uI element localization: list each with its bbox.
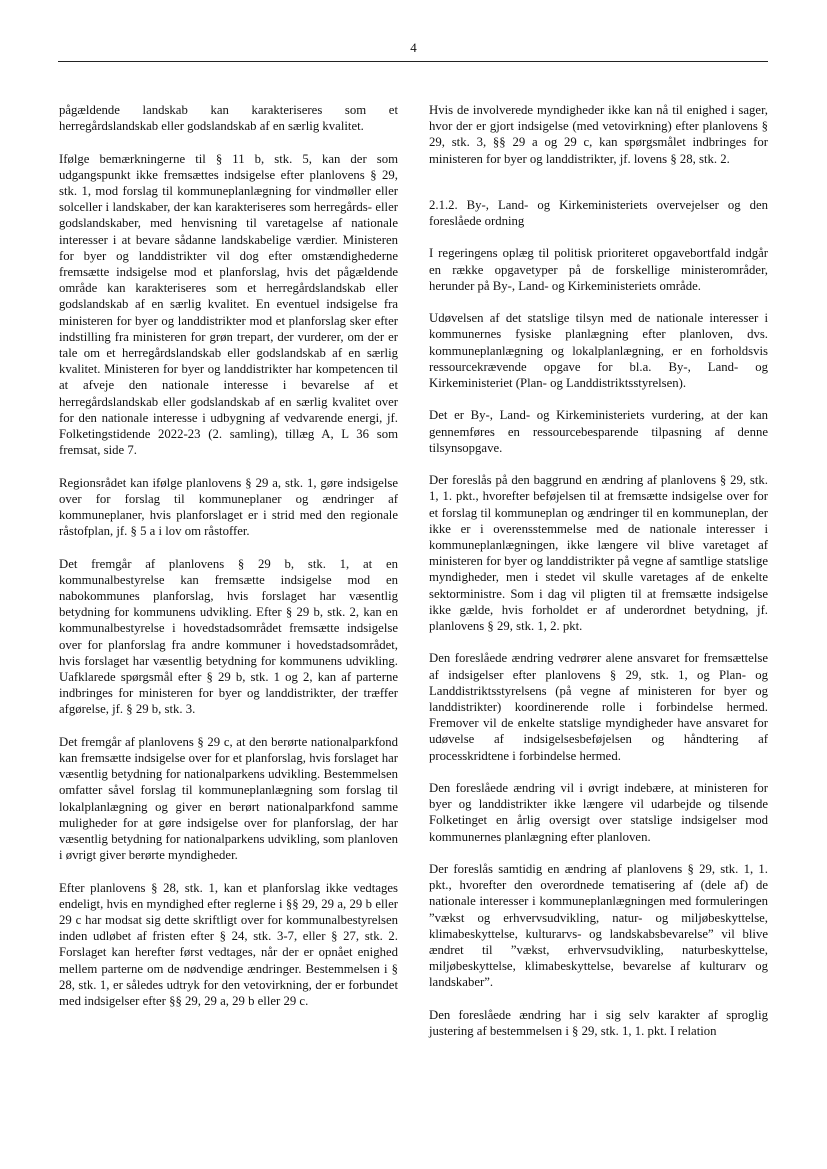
body-paragraph: Den foreslåede ændring har i sig selv karakter af sproglig justering af bestemmelsen i § 29, stk. 1, 1. pkt. I relation	[429, 1007, 768, 1039]
body-paragraph: Ifølge bemærkningerne til § 11 b, stk. 5, kan der som udgangspunkt ikke fremsættes indsigelse efter planlovens § 29, stk. 1, mod forslag til kommuneplanlægning for vindmøller eller solceller i landskaber, der kan karakteriseres som herregårds- eller godslandskaber, med henvisning til varetagelse af nationale interesser i at bevare sådanne landskabelige værdier. Ministeren for byer og landdistrikter vil dog efter omstændighederne fremsætte indsigelse mod et planforslag, hvis det pågældende område kan karakteriseres som et herregårdslandskab eller godslandskab af en særlig kvalitet. En eventuel indsigelse fra ministeren for byer og landdistrikter mod et planforslag sker efter indstilling fra ministeren for grøn trepart, der vurderer, om der er tale om et herregårdslandskab eller godslandskab af en særlig kvalitet. Ministeren for byer og landdistrikter har kompetencen til at afveje den nationale interesse i bevarelse af et herregårdslandskab eller godslandskab af en særlig kvalitet over for den nationale interesse i udbygning af vedvarende energi, jf. Folketingstidende 2022-23 (2. samling), tillæg A, L 36 som fremsat, side 7.	[59, 151, 398, 458]
body-paragraph: I regeringens oplæg til politisk prioriteret opgavebortfald indgår en række opgavetyper på de forskellige ministerområder, herunder på By-, Land- og Kirkeministeriets område.	[429, 246, 768, 293]
body-paragraph: pågældende landskab kan karakteriseres som et herregårdslandskab eller godslandskab af en særlig kvalitet.	[59, 103, 398, 134]
right-column	[429, 102, 768, 1055]
body-paragraph: Det fremgår af planlovens § 29 b, stk. 1, at en kommunalbestyrelse kan fremsætte indsigelse mod en nabokommunes planforslag, hvis forslaget har væsentlig betydning for kommunens udvikling. Efter § 29 b, stk. 2, kan en kommunalbestyrelse i hovedstadsområdet fremsætte indsigelse over for planforslag fra andre kommuner i hovedstadsområdet, hvis forslaget har væsentlig betydning for kommunens udvikling. Uafklarede spørgsmål efter § 29 b, stk. 1 og 2, kan af parterne indbringes for ministeren for byer og landdistrikter, der træffer afgørelse, jf. § 29 b, stk. 3.	[59, 556, 398, 717]
body-paragraph: Udøvelsen af det statslige tilsyn med de nationale interesser i kommunernes fysiske planlægning efter planloven, dvs. kommuneplanlægning og lokalplanlægning, er en forholdsvis ressourcekrævende opgave for bl.a. By-, Land- og Kirkeministeriet (Plan- og Landdistriktsstyrelsen).	[429, 311, 768, 391]
left-column	[59, 102, 398, 1025]
body-paragraph: Der foreslås samtidig en ændring af planlovens § 29, stk. 1, 1. pkt., hvorefter den overordnede tematisering af (dele af) de nationale interesser i kommuneplanlægningen med formuleringen ”vækst og erhvervsudvikling, natur- og miljøbeskyttelse, klimabeskyttelse, kulturarvs- og landskabsbevarelse” vil blive ændret til ”vækst, erhvervsudvikling, naturbeskyttelse, miljøbeskyttelse, klimabeskyttelse, bevarelse af kulturarv og landskaber”.	[429, 862, 768, 990]
body-paragraph: Hvis de involverede myndigheder ikke kan nå til enighed i sager, hvor der er gjort indsigelse (med vetovirkning) efter planlovens § 29, stk. 3, §§ 29 a og 29 c, kan spørgsmålet indbringes for ministeren for byer og landdistrikter, jf. lovens § 28, stk. 2.	[429, 103, 768, 166]
body-paragraph: Efter planlovens § 28, stk. 1, kan et planforslag ikke vedtages endeligt, hvis en myndighed efter reglerne i §§ 29, 29 a, 29 b eller 29 c har modsat sig dette skriftligt over for kommunalbestyrelsen inden udløbet af fristen efter § 24, stk. 3-7, eller § 27, stk. 2. Forslaget kan herefter først vedtages, når der er opnået enighed mellem parterne om de nødvendige ændringer. Bestemmelsen i § 28, stk. 1, er således udtryk for den vetovirkning, der er forbundet med indsigelser efter §§ 29, 29 a, 29 b eller 29 c.	[59, 880, 398, 1009]
page-number: 4	[410, 40, 417, 55]
body-paragraph: Der foreslås på den baggrund en ændring af planlovens § 29, stk. 1, 1. pkt., hvorefter beføjelsen til at fremsætte indsigelse over for et forslag til kommuneplan og ændringer til en kommuneplan, der ikke er i overensstemmelse med de nationale interesser i kommuneplanlægningen, ikke længere vil blive varetaget af ministeren for byer og landdistrikter på vegne af samtlige statslige myndigheder, men i stedet vil skulle varetages af de enkelte sektorministre. Som i dag vil pligten til at fremsætte indsigelse ikke gælde, hvis forholdet er af underordnet betydning, jf. planlovens § 29, stk. 1, 2. pkt.	[429, 473, 768, 634]
body-paragraph: Det fremgår af planlovens § 29 c, at den berørte nationalparkfond kan fremsætte indsigelse over for et planforslag, hvis forslaget har væsentlig betydning for nationalparkens udvikling. Bestemmelsen omfatter såvel forslag til kommuneplanlægning som forslag til lokalplanlægning og giver en berørt nationalparkfond samme muligheder for at gøre indsigelse over for planforslag, der har væsentlig betydning for nationalparkens udvikling, som planloven i øvrigt giver berørte myndigheder.	[59, 734, 398, 863]
body-paragraph: Det er By-, Land- og Kirkeministeriets vurdering, at der kan gennemføres en ressourcebesparende tilpasning af denne tilsynsopgave.	[429, 408, 768, 455]
body-paragraph: Regionsrådet kan ifølge planlovens § 29 a, stk. 1, gøre indsigelse over for forslag til kommuneplaner og ændringer af kommuneplaner, hvis planforslaget er i strid med den regionale råstofplan, jf. § 5 a i lov om råstoffer.	[59, 475, 398, 539]
section-heading: 2.1.2. By-, Land- og Kirkeministeriets overvejelser og den foreslåede ordning	[429, 197, 768, 229]
body-paragraph: Den foreslåede ændring vedrører alene ansvaret for fremsættelse af indsigelser efter planlovens § 29, stk. 1, og Plan- og Landdistriktsstyrelsens (på vegne af ministeren for byer og landdistrikter) koordinerende rolle i forbindelse hermed. Fremover vil de enkelte statslige myndigheder have ansvaret for udøvelse af indsigelsesbeføjelsen og håndtering af processkridtene i forbindelse hermed.	[429, 651, 768, 763]
header-divider	[58, 61, 768, 62]
body-paragraph: Den foreslåede ændring vil i øvrigt indebære, at ministeren for byer og landdistrikter ikke længere vil udarbejde og tilsende Folketinget en årlig oversigt over statslige indsigelser mod kommunernes planlægning efter planloven.	[429, 781, 768, 844]
